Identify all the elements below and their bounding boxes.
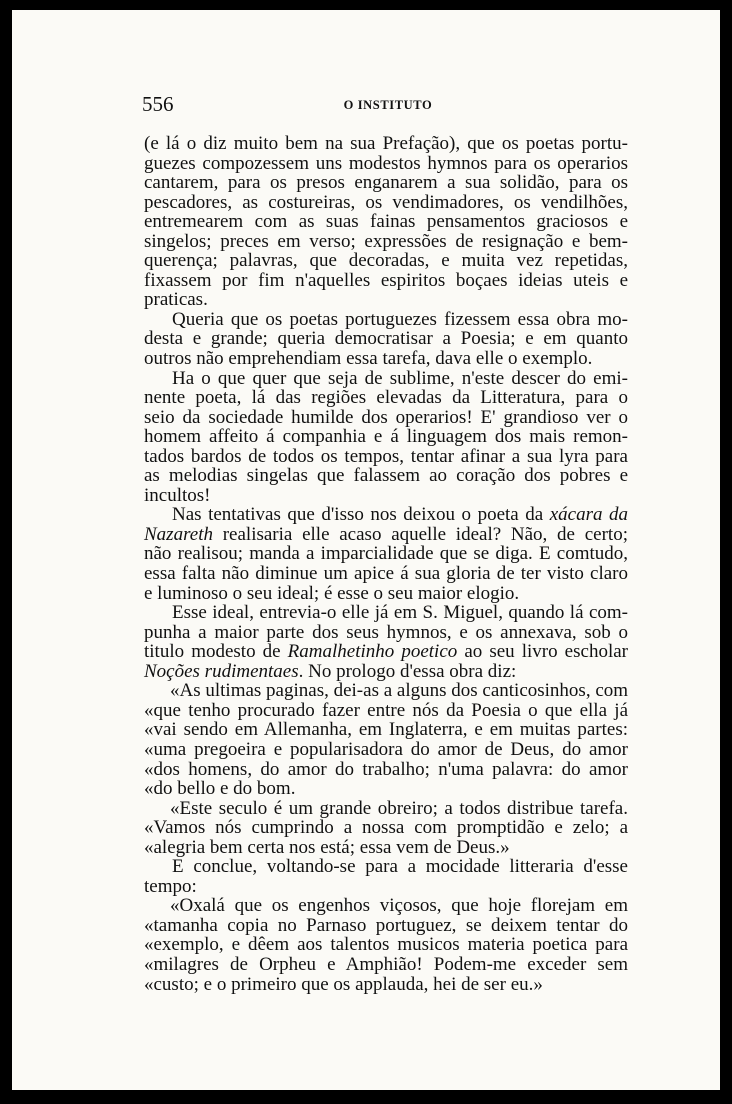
text-line: «exemplo, e dêem aos talentos musicos materia poetica para [144,934,628,956]
page-number: 556 [142,92,174,116]
text-line: «que tenho procurado fazer entre nós da Poesia o que ella já [144,699,628,721]
text-line: titulo modesto de Ramalhetinho poetico ao seu livro escholar [144,641,628,663]
text-line: essa falta não diminue um apice á sua gloria de ter visto claro [144,563,628,585]
italic-title: Nazareth [144,523,213,545]
text-line: e luminoso o seu ideal; é esse o seu maior elogio. [144,582,520,604]
italic-title: Ramalhetinho poetico [287,641,458,663]
page-header [142,92,634,116]
text-line: Ha o que quer que seja de sublime, n'este descer do emi- [172,367,628,389]
text-line: «custo; e o primeiro que os applauda, hei de ser eu.» [144,973,543,995]
text-line: singelos; preces em verso; expressões de resignação e bem- [144,230,628,252]
text-line: «Vamos nós cumprindo a nossa com promptidão e zelo; a [144,817,628,839]
text-line: nente poeta, lá das regiões elevadas da Litteratura, para o [144,387,628,409]
text-line: «uma pregoeira e popularisadora do amor de Deus, do amor [144,738,628,760]
text-line: (e lá o diz muito bem na sua Prefação), que os poetas portu- [144,133,628,154]
text-line: «tamanha copia no Parnaso portuguez, se deixem tentar do [144,914,628,936]
text-line: desta e grande; queria democratisar a Poesia; e em quanto [144,328,628,350]
text-line: entremearem com as suas fainas pensamentos graciosos e [144,211,628,233]
text-line: punha a maior parte dos seus hymnos, e os annexava, sob o [144,621,628,643]
text-line: «do bello e do bom. [144,778,296,800]
text-line: guezes compozessem uns modestos hymnos para os operarios [144,152,628,174]
page-sheet [12,10,722,1090]
text-line: cantarem, para os presos enganarem a sua solidão, para os [144,172,628,194]
text-line: Nazareth realisaria elle acaso aquelle ideal? Não, de certo; [144,523,628,545]
text-line: «milagres de Orpheu e Amphião! Podem-me exceder sem [144,953,628,975]
text-line: homem affeito á companhia e á linguagem dos mais remon- [144,426,628,448]
text-line: Noções rudimentaes. No prologo d'essa obra diz: [144,660,517,682]
text-line: «dos homens, do amor do trabalho; n'uma palavra: do amor [144,758,628,780]
text-line: as melodias singelas que falassem ao coração dos pobres e [144,465,628,487]
italic-title: Noções rudimentaes [144,660,299,682]
text-line: tados bardos de todos os tempos, tentar afinar a sua lyra para [144,445,628,467]
text-line: fixassem por fim n'aquelles espiritos boçaes ideias uteis e [144,269,628,291]
running-title: O INSTITUTO [343,98,433,112]
text-line: «As ultimas paginas, dei-as a alguns dos canticosinhos, com [170,680,629,702]
text-line: «Oxalá que os engenhos viçosos, que hoje florejam em [170,895,628,917]
text-line: Esse ideal, entrevia-o elle já em S. Miguel, quando lá com- [172,602,628,624]
text-line: Queria que os poetas portuguezes fizessem essa obra mo- [172,308,628,330]
text-line: pescadores, as costureiras, os vendimadores, os vendilhões, [144,191,628,213]
text-line: «vai sendo em Allemanha, em Inglaterra, e em muitas partes: [144,719,628,741]
text-line: querença; palavras, que decoradas, e muita vez repetidas, [144,250,628,272]
text-line: E conclue, voltando-se para a mocidade litteraria d'esse [172,856,628,878]
text-line: seio da sociedade humilde dos operarios! E' grandioso ver o [144,406,628,428]
italic-title: xácara da [549,504,629,526]
text-line: praticas. [144,289,208,311]
text-line: outros não emprehendiam essa tarefa, dava elle o exemplo. [144,348,593,370]
text-line: tempo: [144,875,197,897]
text-line: incultos! [144,484,211,506]
text-line: Nas tentativas que d'isso nos deixou o poeta da xácara da [172,504,629,526]
text-line: «alegria bem certa nos está; essa vem de Deus.» [144,836,510,858]
text-line: não realisou; manda a imparcialidade que se diga. E comtudo, [144,543,628,565]
body-text [144,134,628,994]
text-line: «Este seculo é um grande obreiro; a todos distribue tarefa. [170,797,628,819]
